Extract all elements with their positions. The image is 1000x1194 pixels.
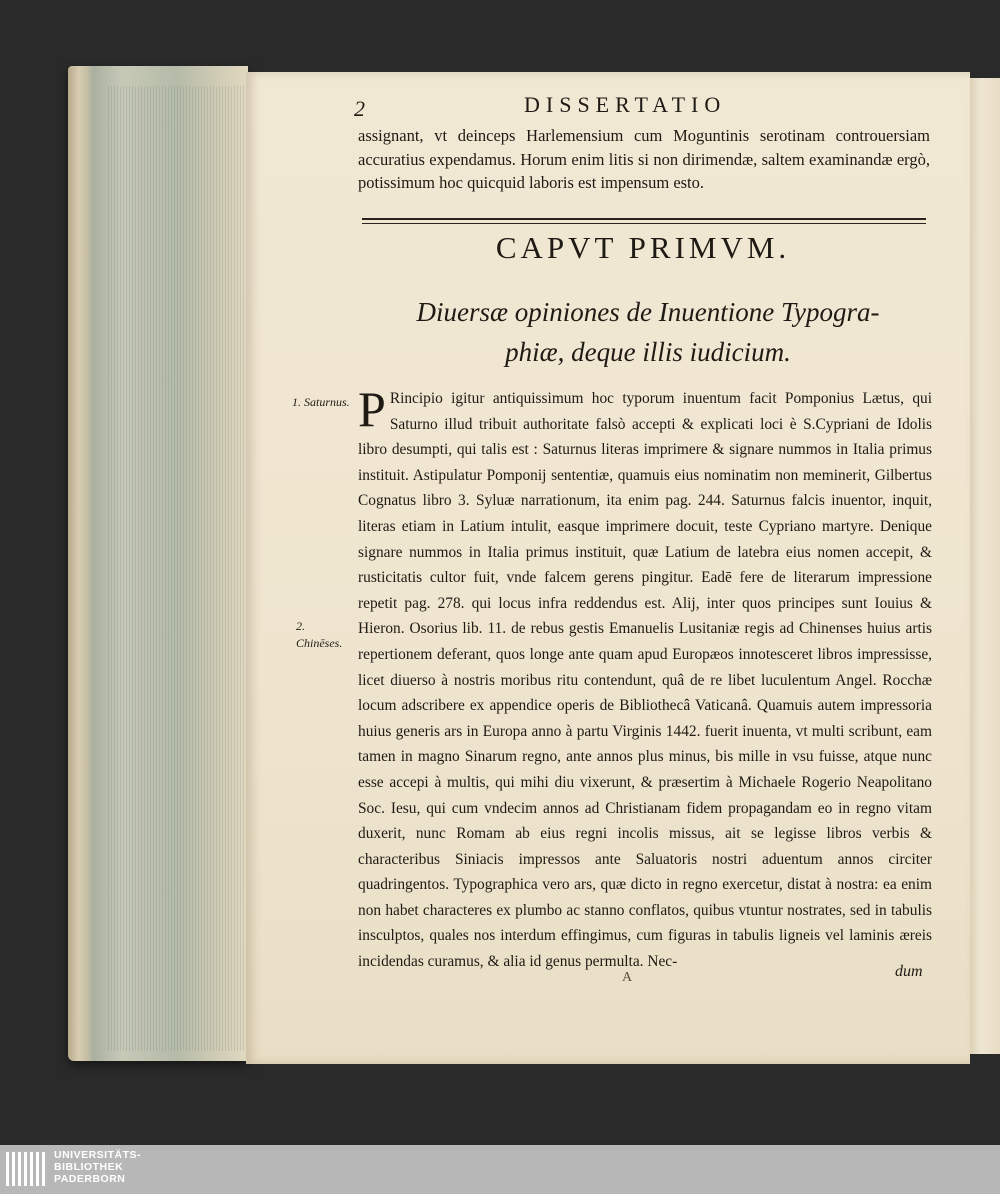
library-name: [54, 1149, 141, 1185]
page-number: 2: [354, 96, 365, 121]
body-paragraph: [358, 381, 932, 975]
intro-paragraph: assignant, vt deinceps Harlemensium cum Moguntinis serotinam controuersiam accuratius expendamus. Horum enim litis si non dirimendæ, saltem examinandæ ergò, potissimum hoc quicquid laboris est impensum esto.: [358, 126, 930, 192]
library-name-line-1: UNIVERSITÄTS-: [54, 1149, 142, 1161]
section-rule: [362, 218, 926, 224]
running-head: DISSERTATIO: [524, 92, 727, 117]
margin-note-chinenses: 2. Chinēses.: [296, 619, 343, 650]
margin-note-saturnus: 1. Saturnus.: [292, 395, 350, 409]
drop-cap: P: [358, 381, 386, 437]
library-logo-icon: [4, 1148, 48, 1190]
signature-mark: A: [622, 970, 633, 985]
catchword: dum: [895, 963, 923, 980]
chapter-heading: [370, 292, 926, 372]
book-fore-edge: [68, 66, 248, 1061]
chapter-title: CAPVT PRIMVM.: [495, 230, 791, 265]
chapter-heading-line-1: Diuersæ opiniones de Inuentione Typogra-: [416, 297, 880, 327]
library-footer-bar: [0, 1145, 1000, 1194]
body-text: Rincipio igitur antiquissimum hoc typorum inuentum facit Pomponius Lætus, qui Saturno illud tribuit authoritate falsò accepti & explicati loci è S.Cypriani de Idolis libro desumpti, qui talis est : Saturnus literas imprimere & signare nummos in Italia primus instituit. Astipulatur Pomponij sententiæ, quamuis eius nominatim non meminerit, Gilbertus Cognatus libro 3. Syluæ narrationum, ita enim pag. 244. Saturnus falcis inuentor, inquit, literas etiam in Latium intulit, easque imprimere docuit, teste Cypriano martyre. Denique signare nummos in Italia primus instituit, quæ Latium de latebra eius nomen accepit, & rusticitatis cultor fuit, vnde falcem gerens pingitur. Eadē fere de literarum impressione repetit pag. 278. qui locus infra reddendus est. Alij, inter quos principes sunt Iouius & Hieron. Osorius lib. 11. de rebus gestis Emanuelis Lusitaniæ regis ad Chinenses huius artis repertionem deferant, quos longe ante quam apud Europæos innotesceret libros impressisse, licet diuerso à nostris moribus ritu contendunt, quâ de re libet luculentum Angel. Rocchæ locum adscribere ex appendice operis de Bibliothecâ Vaticanâ. Quamuis autem impressoria huius generis ars in Europa anno à partu Virginis 1442. fuerit inuenta, vt multi scribunt, eam tamen in magno Sinarum regno, ante annos plus minus, bis mille in vsu fuisse, atque nunc esse accepi à multis, qui mihi diu vixerunt, & præsertim à Michaele Rogerio Neapolitano Soc. Iesu, qui cum vndecim annos ad Christianam fidem propagandam eo in regno vitam duxerit, nunc Romam ab eius regni incolis missus, ait se legisse libros verbis & characteribus Siniacis impressos ante Saluatoris nostri aduentum annos circiter quadringentos. Typographica vero ars, quæ dicto in regno exercetur, distat à nostra: ea enim non habet characteres ex plumbo ac stanno conflatos, quibus vtuntur nostrates, sed in tabulis insculptos, quales nos interdum effingimus, cum figuras in tabulis ligneis vel laminis æreis incidendas curamus, & alia id genus permulta. Nec-: [358, 390, 932, 971]
library-name-line-2: BIBLIOTHEK: [54, 1161, 124, 1173]
facing-page-edge: [968, 78, 1000, 1054]
library-name-line-3: PADERBORN: [54, 1173, 126, 1185]
chapter-heading-line-2: phiæ, deque illis iudicium.: [505, 337, 791, 367]
